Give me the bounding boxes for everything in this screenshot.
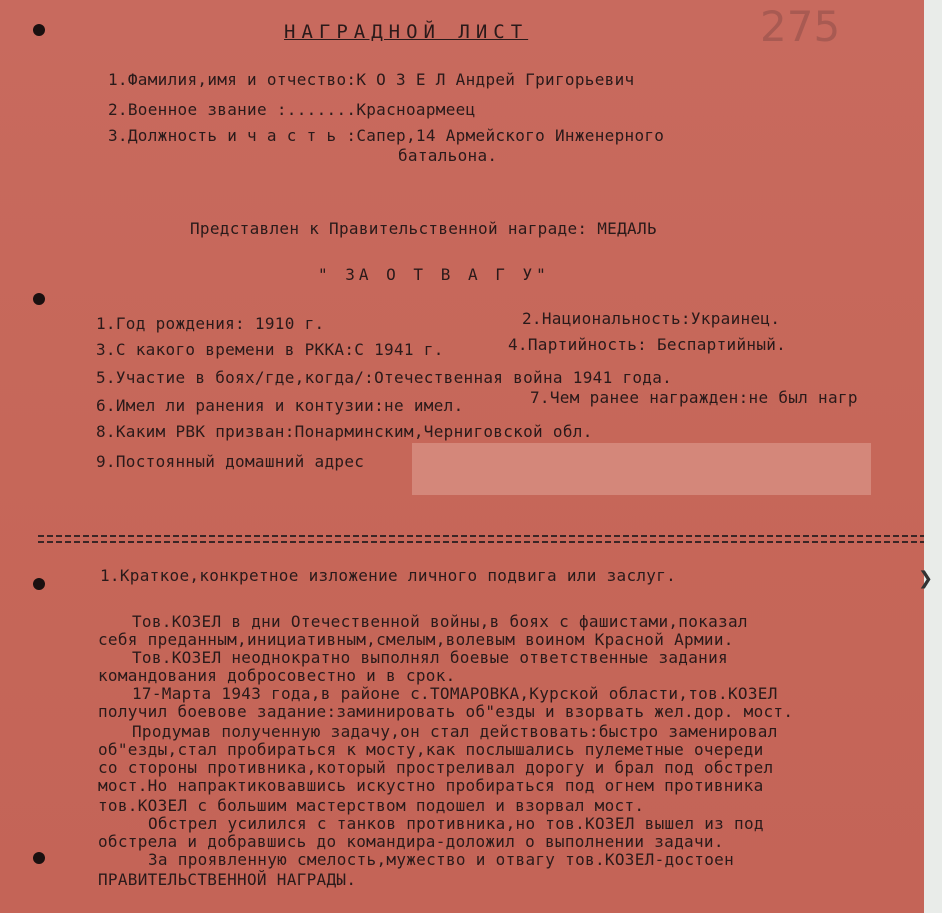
award-line: Представлен к Правительственной награде: МЕДАЛЬ bbox=[190, 219, 657, 238]
field-rank: 2.Военное звание :.......Красноармеец bbox=[108, 100, 476, 119]
body-line: Продумав полученную задачу,он стал действовать:быстро заменировал bbox=[132, 722, 778, 741]
body-line: мост.Но напрактиковавшись искустно пробираться под огнем противника bbox=[98, 776, 764, 795]
body-line: обстрела и добравшись до командира-доложил о выполнении задачи. bbox=[98, 832, 724, 851]
punch-hole bbox=[33, 578, 45, 590]
field-service-since: 3.С какого времени в РККА:С 1941 г. bbox=[96, 340, 444, 359]
body-line: себя преданным,инициативным,смелым,волевым воином Красной Армии. bbox=[98, 630, 734, 649]
body-line: тов.КОЗЕЛ с большим мастерством подошел и взорвал мост. bbox=[98, 796, 645, 815]
body-line: об"езды,стал пробираться к мосту,как послышались пулеметные очереди bbox=[98, 740, 764, 759]
body-line: со стороны противника,который простреливал дорогу и брал под обстрел bbox=[98, 758, 774, 777]
field-draft-office: 8.Каким РВК призван:Понарминским,Черниговской обл. bbox=[96, 422, 593, 441]
separator-line bbox=[38, 535, 924, 549]
body-line: 17-Марта 1943 года,в районе с.ТОМАРОВКА,Курской области,тов.КОЗЕЛ bbox=[132, 684, 778, 703]
body-line: получил боевове задание:заминировать об"езды и взорвать жел.дор. мост. bbox=[98, 702, 794, 721]
field-address: 9.Постоянный домашний адрес bbox=[96, 452, 365, 471]
body-line: Обстрел усилился с танков противника,но тов.КОЗЕЛ вышел из под bbox=[148, 814, 764, 833]
body-line: Тов.КОЗЕЛ неоднократно выполнял боевые ответственные задания bbox=[132, 648, 728, 667]
field-birth-year: 1.Год рождения: 1910 г. bbox=[96, 314, 325, 333]
punch-hole bbox=[33, 293, 45, 305]
handwritten-number: 275 bbox=[760, 2, 841, 51]
body-line: ПРАВИТЕЛЬСТВЕННОЙ НАГРАДЫ. bbox=[98, 870, 357, 889]
field-awards: 7.Чем ранее награжден:не был нагр bbox=[530, 388, 858, 407]
field-position-cont: батальона. bbox=[398, 146, 498, 165]
body-line: За проявленную смелость,мужество и отвагу тов.КОЗЕЛ-достоен bbox=[148, 850, 735, 869]
punch-hole bbox=[33, 24, 45, 36]
field-name: 1.Фамилия,имя и отчество:К О З Е Л Андрей Григорьевич bbox=[108, 70, 635, 89]
punch-hole bbox=[33, 852, 45, 864]
field-battles: 5.Участие в боях/где,когда/:Отечественная война 1941 года. bbox=[96, 368, 673, 387]
redaction-block bbox=[412, 443, 871, 495]
field-nationality: 2.Национальность:Украинец. bbox=[522, 309, 781, 328]
viewer-edge bbox=[924, 0, 942, 913]
section-title: 1.Краткое,конкретное изложение личного подвига или заслуг. bbox=[100, 566, 677, 585]
body-line: командования добросовестно и в срок. bbox=[98, 666, 456, 685]
award-name: " ЗА О Т В А Г У" bbox=[318, 265, 550, 284]
document-title: НАГРАДНОЙ ЛИСТ bbox=[284, 21, 529, 43]
field-party: 4.Партийность: Беспартийный. bbox=[508, 335, 787, 354]
field-position: 3.Должность и ч а с т ь :Сапер,14 Армейского Инженерного bbox=[108, 126, 665, 145]
field-wounds: 6.Имел ли ранения и контузии:не имел. bbox=[96, 396, 464, 415]
body-line: Тов.КОЗЕЛ в дни Отечественной войны,в боях с фашистами,показал bbox=[132, 612, 748, 631]
chevron-right-icon[interactable]: ❯ bbox=[918, 568, 934, 589]
